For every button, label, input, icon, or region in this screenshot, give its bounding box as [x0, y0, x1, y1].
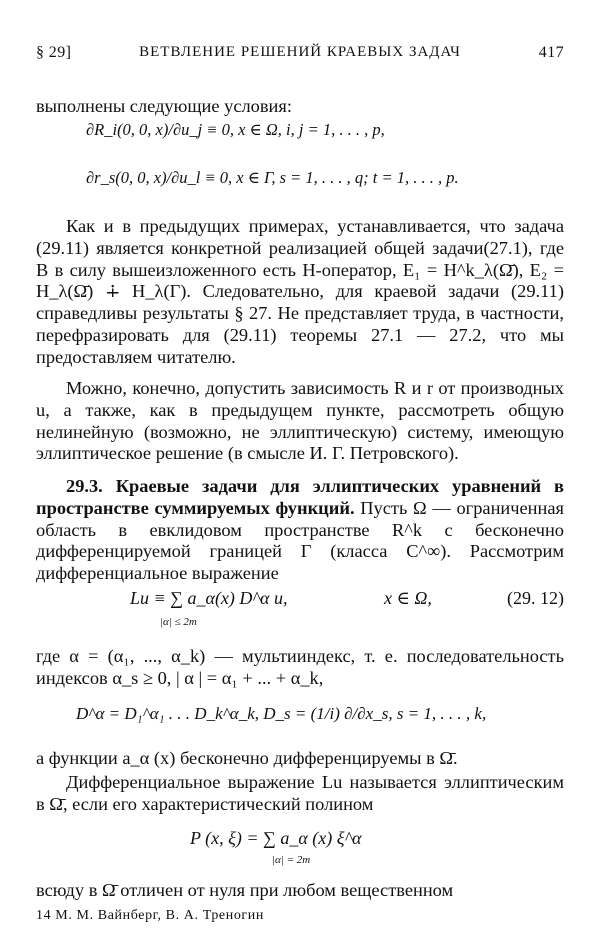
equation-5-main: P (x, ξ) = ∑ a_α (x) ξ^α	[190, 828, 362, 848]
equation-4: D^α = D₁^α₁ . . . D_k^α_k, D_s = (1/i) ∂/∂x_s, s = 1, . . . , k,	[76, 704, 487, 723]
equation-3	[130, 588, 564, 628]
paragraph-5: а функции a_α (x) бесконечно дифференцируемы в Ω̄.	[36, 748, 458, 768]
page-number: 417	[538, 44, 564, 61]
paragraph-6: Дифференциальное выражение Lu называется эллиптическим в Ω̄, если его характеристический полином	[36, 772, 564, 814]
running-title: ВЕТВЛЕНИЕ РЕШЕНИЙ КРАЕВЫХ ЗАДАЧ	[139, 44, 461, 60]
paragraph-3	[36, 476, 564, 585]
paragraph-7: всюду в Ω̄ отличен от нуля при любом вещественном	[36, 880, 454, 900]
equation-1: ∂R_i(0, 0, x)/∂u_j ≡ 0, x ∈ Ω, i, j = 1, . . . , p,	[86, 120, 385, 139]
running-header	[36, 44, 564, 66]
subsection-heading: 29.3. Краевые задачи для эллиптических уравнений в пространстве суммируемых функций.	[36, 476, 564, 518]
paragraph-1: Как и в предыдущих примерах, устанавливается, что задача (29.11) является конкретной реализацией общей задачи(27.1), где B в силу вышеизложенного есть H-оператор, E₁ = H^k_λ(Ω̄), E₂ = H_λ(Ω̄) ∔ H_λ(Γ). Следовательно, для краевой задачи (29.11) справедливы результаты § 27. Не представляет труда, в частности, перефразировать для (29.11) теоремы 27.1 — 27.2, что мы предоставляем читателю.	[36, 216, 564, 367]
paragraph-4: где α = (α₁, ..., α_k) — мультииндекс, т. е. последовательность индексов α_s ≥ 0, | α | = α₁ + ... + α_k,	[36, 646, 564, 688]
intro-line: выполнены следующие условия:	[36, 96, 292, 116]
equation-5	[190, 828, 490, 866]
equation-number: (29. 12)	[507, 588, 564, 608]
subsection-body: Пусть Ω — ограниченная область в евклидовом пространстве R^k с бесконечно дифференцируемой границей Γ (класса C^∞). Рассмотрим дифференциальное выражение	[36, 497, 564, 584]
equation-3-main: Lu ≡ ∑ a_α(x) D^α u,	[130, 588, 288, 608]
equation-2: ∂r_s(0, 0, x)/∂u_l ≡ 0, x ∈ Γ, s = 1, . . . , q; t = 1, . . . , p.	[86, 168, 459, 187]
section-marker: § 29]	[36, 44, 72, 61]
equation-3-domain: x ∈ Ω,	[384, 588, 432, 608]
signature-line: 14 М. М. Вайнберг, В. А. Треногин	[36, 908, 264, 923]
equation-3-subscript: |α| ≤ 2m	[160, 616, 197, 628]
equation-5-subscript: |α| = 2m	[272, 854, 311, 866]
paragraph-2: Можно, конечно, допустить зависимость R и r от производных u, а также, как в предыдущем пункте, рассмотреть общую нелинейную (возможно, не эллиптическую) систему, имеющую эллиптическое решение (в смысле И. Г. Петровского).	[36, 378, 564, 464]
